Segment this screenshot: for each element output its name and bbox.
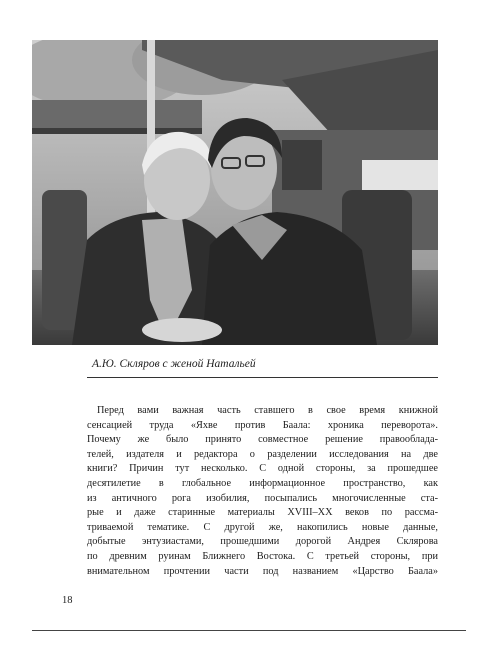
- photograph-image: [32, 40, 438, 345]
- caption-divider: [87, 377, 438, 378]
- text-line: книги? Причин тут несколько. С одной стороны, за прошедшее: [87, 463, 438, 475]
- text-line: рые и даже старинные материалы XVIII–XX веков по рассма-: [87, 507, 438, 519]
- photo-caption: А.Ю. Скляров с женой Натальей: [92, 358, 256, 370]
- text-line: триваемой тематике. С другой же, накопились новые данные,: [87, 521, 438, 533]
- text-line: десятилетие в глобальное информационное пространство, как: [87, 477, 438, 489]
- text-line: внимательном прочтении части под названием «Царство Баала»: [87, 565, 438, 577]
- text-line: телей, издателя и редактора о разделении исследования на две: [87, 448, 438, 460]
- text-line: из античного рога изобилия, посыпались многочисленные ста-: [87, 492, 438, 504]
- text-line: Почему же было принято совместное решение правооблада-: [87, 434, 438, 446]
- text-line: по древним руинам Ближнего Востока. С третьей стороны, при: [87, 550, 438, 562]
- text-line: добытые энтузиастами, прошедшими дорогой Андрея Склярова: [87, 536, 438, 548]
- text-line: Перед вами важная часть ставшего в свое время книжной: [97, 405, 438, 416]
- body-paragraph: [87, 404, 438, 579]
- text-line: сенсацией труда «Яхве против Баала: хроника переворота».: [87, 419, 438, 431]
- page-number: 18: [62, 595, 73, 606]
- page-bottom-divider: [32, 630, 466, 631]
- couple-photograph: [32, 40, 438, 345]
